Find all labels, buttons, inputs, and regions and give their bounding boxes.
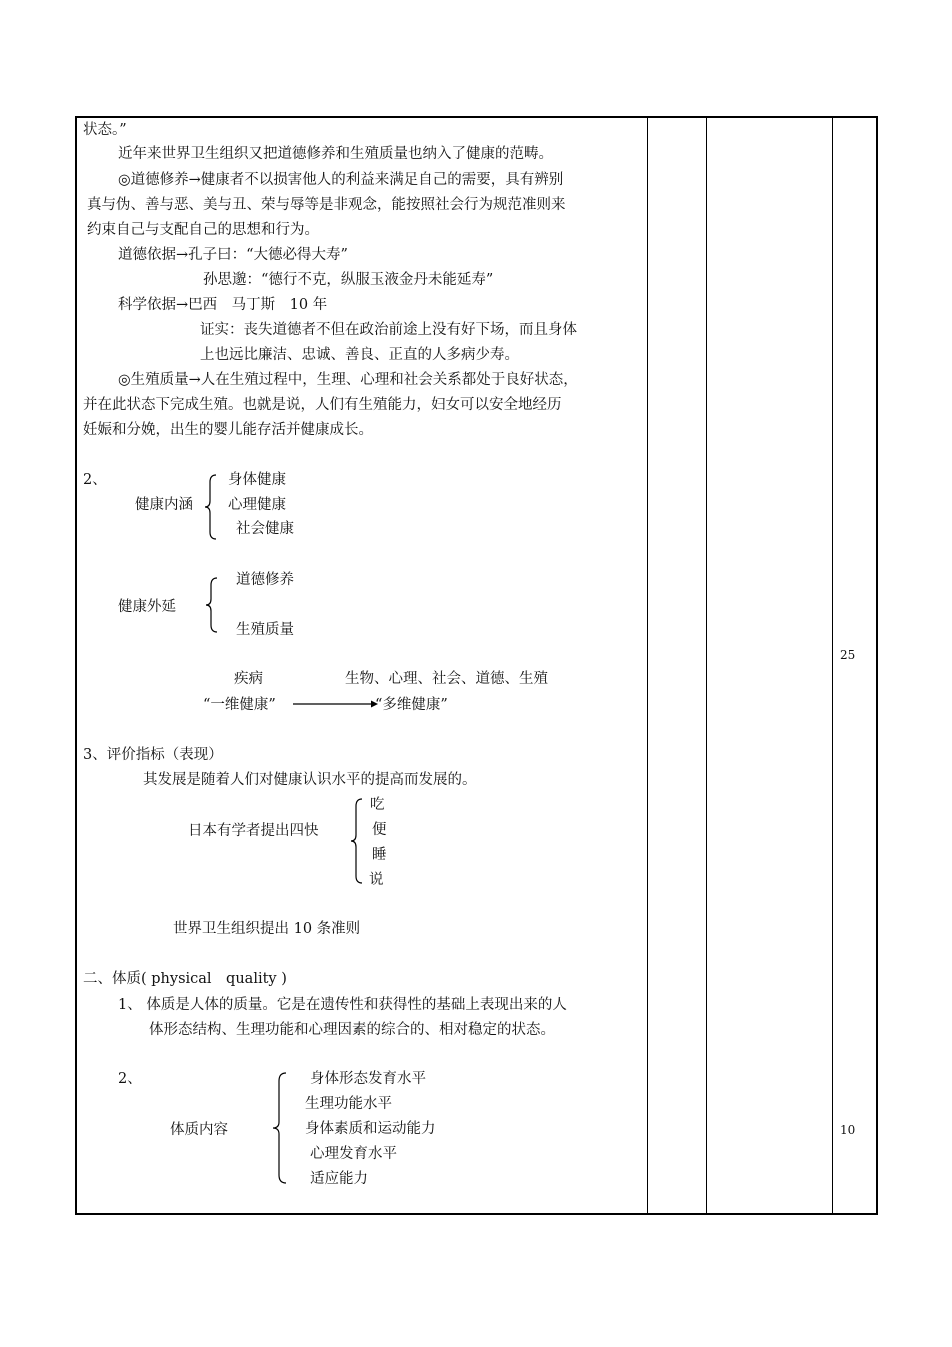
left-brace-icon: [205, 577, 219, 633]
section-number: 2、: [118, 1071, 142, 1087]
sikuai-label: 日本有学者提出四快: [188, 823, 319, 839]
text-line: 科学依据→巴西 马丁斯 10 年: [118, 297, 328, 313]
waiyan-item: 生殖质量: [236, 622, 294, 638]
who-rule: 世界卫生组织提出 10 条准则: [173, 921, 361, 937]
tizhi-item: 适应能力: [310, 1171, 368, 1187]
neihan-item: 心理健康: [228, 497, 286, 513]
sikuai-item: 睡: [372, 847, 387, 863]
sikuai-item: 吃: [370, 797, 385, 813]
text-line: 道德依据→孔子曰：“大德必得大寿”: [118, 247, 348, 263]
text-line: 近年来世界卫生组织又把道德修养和生殖质量也纳入了健康的范畴。: [118, 146, 553, 162]
one-dimension-health: “一维健康”: [203, 697, 276, 713]
text-line: 并在此状态下完成生殖。也就是说，人们有生殖能力，妇女可以安全地经历: [83, 397, 562, 413]
section-title: 二、体质( physical quality ): [83, 971, 287, 987]
section-title: 3、评价指标（表现）: [83, 747, 223, 763]
neihan-item: 身体健康: [228, 472, 286, 488]
text-line: ◎生殖质量→人在生殖过程中，生理、心理和社会关系都处于良好状态，: [118, 372, 578, 388]
text-line: 其发展是随着人们对健康认识水平的提高而发展的。: [143, 772, 477, 788]
text-line: 状态。”: [83, 122, 127, 138]
column-divider: [706, 118, 707, 1213]
waiyan-label: 健康外延: [118, 599, 176, 615]
sikuai-item: 便: [372, 822, 387, 838]
section-number: 2、: [83, 472, 107, 488]
tizhi-item: 生理功能水平: [305, 1096, 392, 1112]
text-line: 孙思邈：“德行不克，纵服玉液金丹未能延寿”: [203, 272, 494, 288]
text-line: 证实：丧失道德者不但在政治前途上没有好下场，而且身体: [200, 322, 577, 338]
right-arrow-icon: [293, 698, 379, 710]
left-brace-icon: [350, 798, 364, 884]
multi-dimension-health: “多维健康”: [375, 697, 448, 713]
text-line: 体形态结构、生理功能和心理因素的综合的、相对稳定的状态。: [149, 1022, 555, 1038]
left-brace-icon: [204, 474, 218, 540]
tizhi-item: 身体素质和运动能力: [305, 1121, 436, 1137]
waiyan-item: 道德修养: [236, 572, 294, 588]
arrow-label-right: 生物、心理、社会、道德、生殖: [345, 671, 548, 687]
column-divider: [832, 118, 833, 1213]
text-line: 1、 体质是人体的质量。它是在遗传性和获得性的基础上表现出来的人: [118, 997, 567, 1013]
sikuai-item: 说: [369, 872, 384, 888]
text-line: ◎道德修养→健康者不以损害他人的利益来满足自己的需要，具有辨别: [118, 172, 564, 188]
text-line: 约束自己与支配自己的思想和行为。: [87, 222, 319, 238]
arrow-label-left: 疾病: [234, 671, 263, 687]
tizhi-item: 心理发育水平: [310, 1146, 397, 1162]
left-brace-icon: [272, 1072, 288, 1184]
tizhi-label: 体质内容: [170, 1122, 228, 1138]
neihan-item: 社会健康: [236, 521, 294, 537]
column-divider: [647, 118, 648, 1213]
tizhi-item: 身体形态发育水平: [310, 1071, 426, 1087]
neihan-label: 健康内涵: [135, 497, 193, 513]
text-line: 真与伪、善与恶、美与丑、荣与辱等是非观念，能按照社会行为规范准则来: [87, 197, 566, 213]
text-line: 上也远比廉洁、忠诚、善良、正直的人多病少寿。: [200, 347, 519, 363]
time-minutes: 25: [840, 648, 856, 662]
time-minutes: 10: [840, 1123, 856, 1137]
text-line: 妊娠和分娩，出生的婴儿能存活并健康成长。: [83, 422, 373, 438]
